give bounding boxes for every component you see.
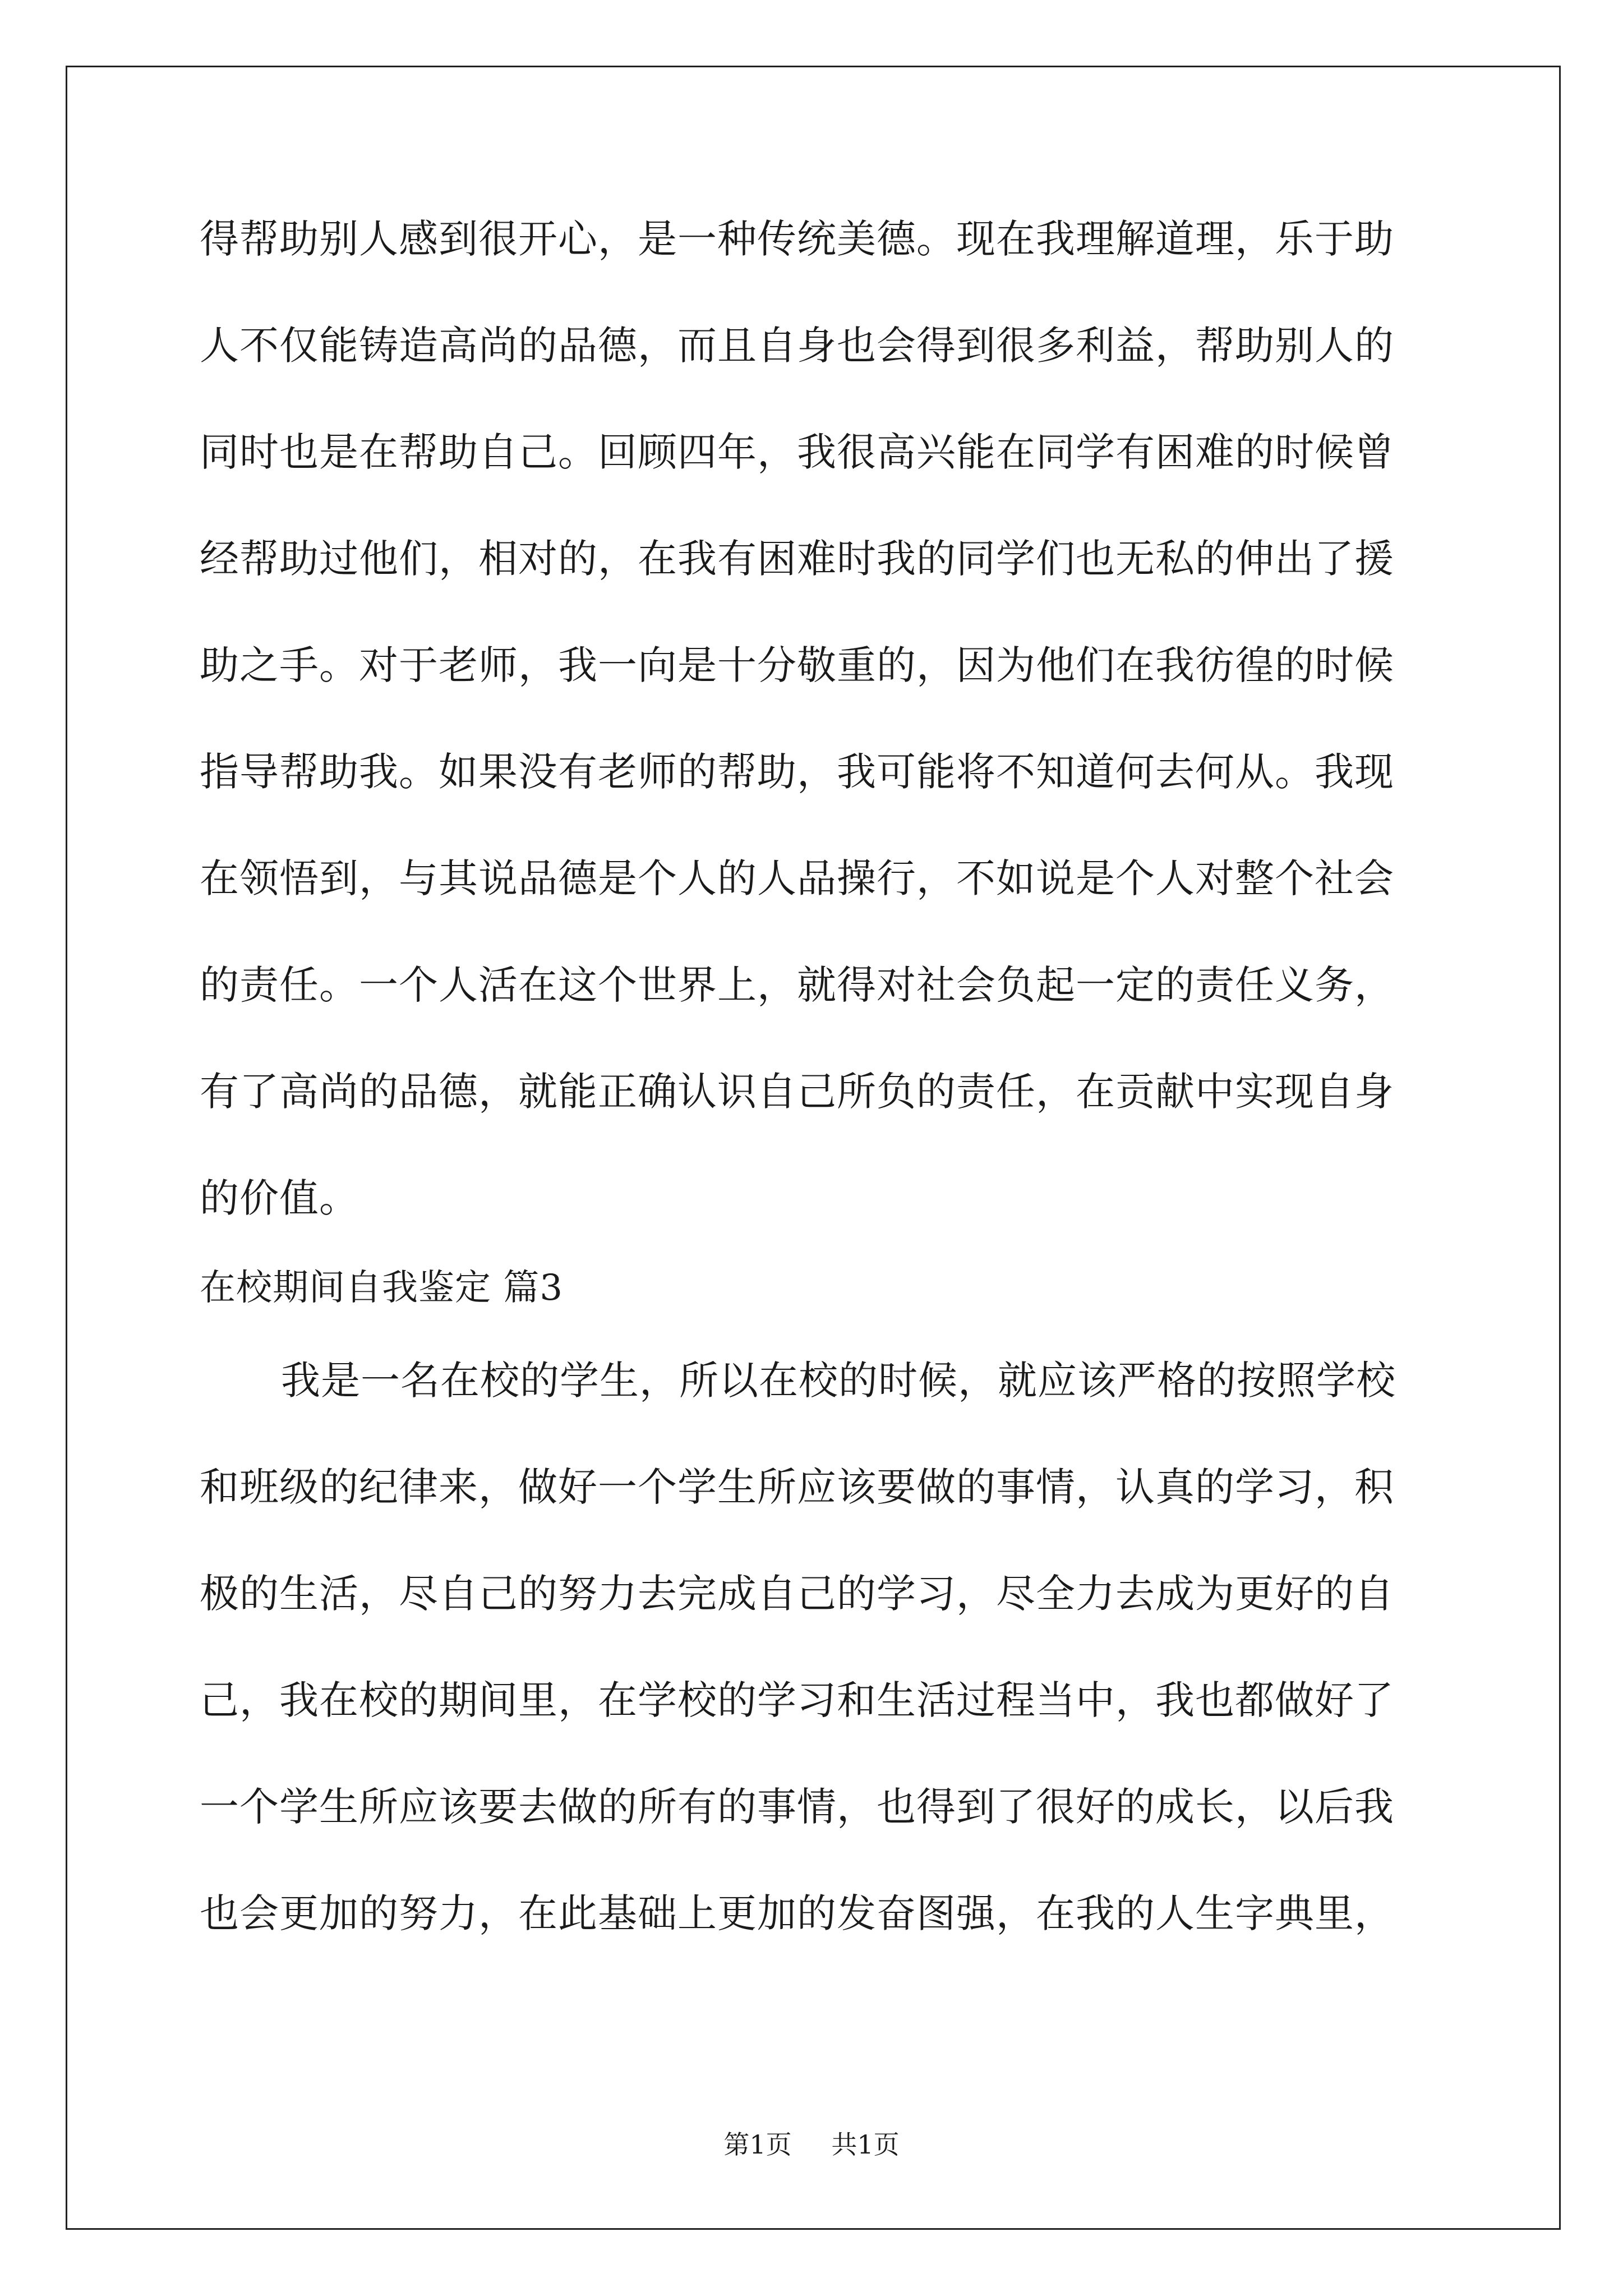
paragraph-line: 人不仅能铸造高尚的品德，而且自身也会得到很多利益，帮助别人的	[200, 323, 1394, 369]
page-number-current: 第1页	[723, 2129, 792, 2160]
paragraph-line: 指导帮助我。如果没有老师的帮助，我可能将不知道何去何从。我现	[200, 749, 1394, 795]
paragraph-line: 有了高尚的品德，就能正确认识自己所负的责任，在贡献中实现自身	[200, 1069, 1394, 1115]
paragraph-line: 和班级的纪律来，做好一个学生所应该要做的事情，认真的学习，积	[200, 1464, 1394, 1510]
paragraph-line: 极的生活，尽自己的努力去完成自己的学习，尽全力去成为更好的自	[200, 1571, 1394, 1617]
paragraph-line: 得帮助别人感到很开心，是一种传统美德。现在我理解道理，乐于助	[200, 216, 1394, 262]
paragraph-line: 的责任。一个人活在这个世界上，就得对社会负起一定的责任义务，	[200, 962, 1394, 1008]
paragraph-line: 在领悟到，与其说品德是个人的人品操行，不如说是个人对整个社会	[200, 855, 1394, 901]
paragraph-line: 己，我在校的期间里，在学校的学习和生活过程当中，我也都做好了	[200, 1677, 1394, 1723]
paragraph-line: 也会更加的努力，在此基础上更加的发奋图强，在我的人生字典里，	[200, 1890, 1394, 1936]
page-footer	[0, 2129, 1623, 2160]
paragraph-line: 助之手。对于老师，我一向是十分敬重的，因为他们在我彷徨的时候	[200, 642, 1394, 688]
paragraph-line: 的价值。	[200, 1175, 359, 1221]
paragraph-line: 我是一名在校的学生，所以在校的时候，就应该严格的按照学校	[281, 1358, 1396, 1404]
section-heading: 在校期间自我鉴定 篇3	[200, 1267, 564, 1309]
paragraph-line: 一个学生所应该要去做的所有的事情，也得到了很好的成长，以后我	[200, 1784, 1394, 1830]
page-number-total: 共1页	[831, 2129, 900, 2160]
paragraph-line: 经帮助过他们，相对的，在我有困难时我的同学们也无私的伸出了援	[200, 536, 1394, 582]
paragraph-line: 同时也是在帮助自己。回顾四年，我很高兴能在同学有困难的时候曾	[200, 429, 1394, 475]
